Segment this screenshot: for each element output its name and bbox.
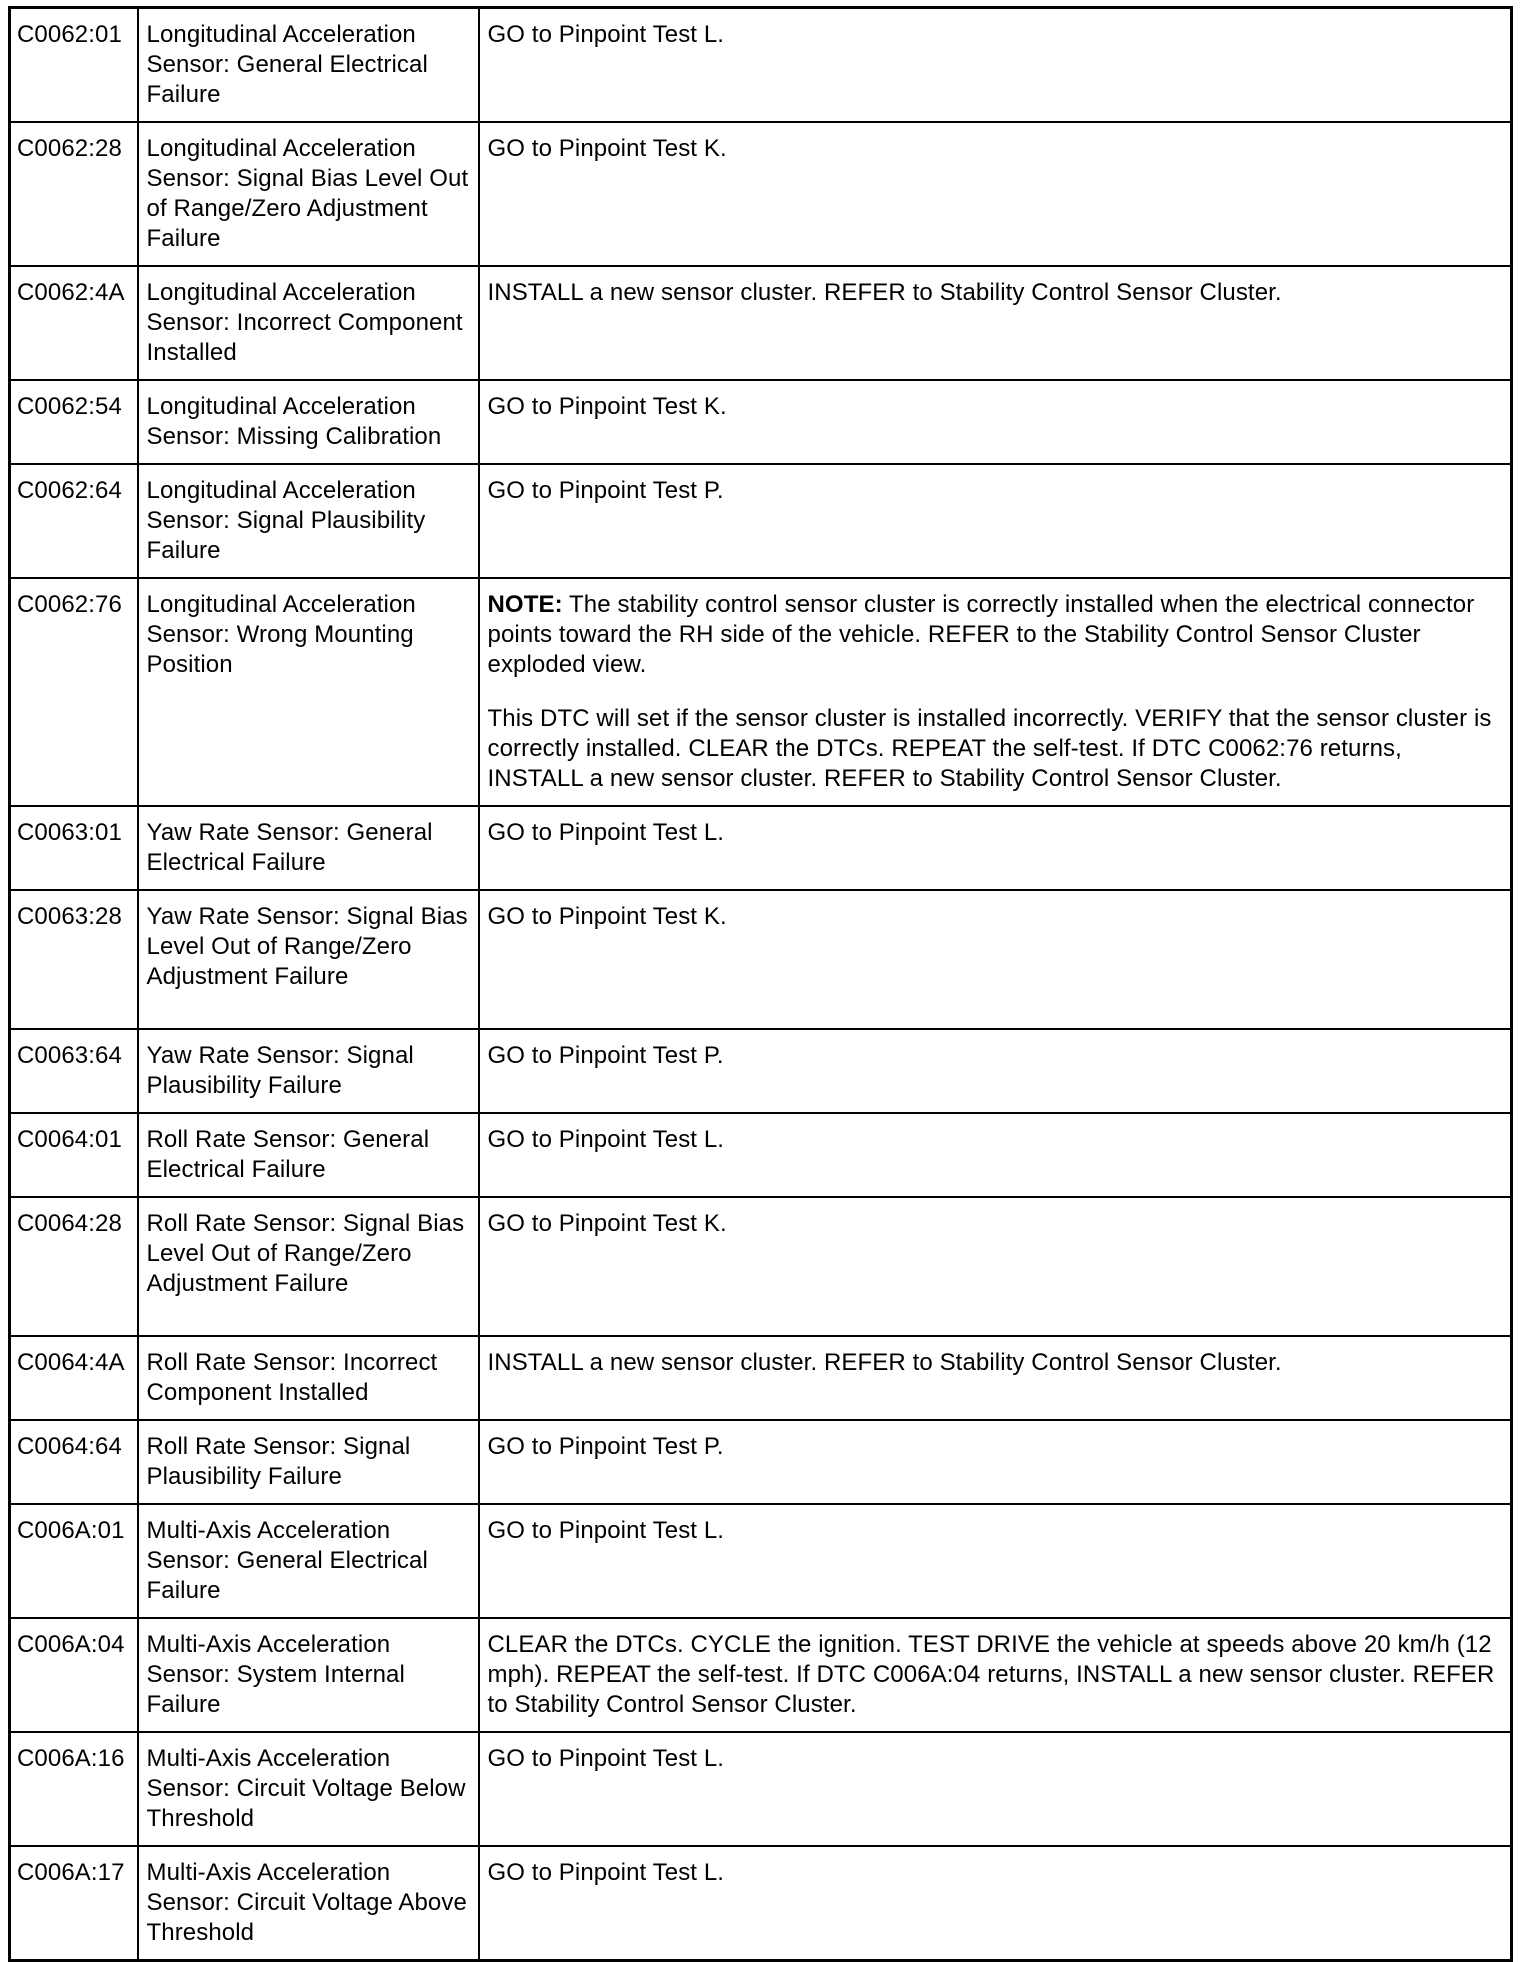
table-row [10, 380, 1512, 464]
dtc-description: Longitudinal Acceleration Sensor: Signal Bias Level Out of Range/Zero Adjustment Failure [138, 122, 479, 266]
dtc-description: Roll Rate Sensor: General Electrical Failure [138, 1113, 479, 1197]
dtc-code: C0064:28 [10, 1197, 138, 1336]
dtc-description: Multi-Axis Acceleration Sensor: General Electrical Failure [138, 1504, 479, 1618]
dtc-action: GO to Pinpoint Test K. [479, 122, 1512, 266]
dtc-description: Yaw Rate Sensor: General Electrical Failure [138, 806, 479, 890]
dtc-action: GO to Pinpoint Test P. [479, 1029, 1512, 1113]
action-paragraph: This DTC will set if the sensor cluster is installed incorrectly. VERIFY that the sensor cluster is correctly installed. CLEAR the DTCs. REPEAT the self-test. If DTC C0062:76 returns, INSTALL a new sensor cluster. REFER to Stability Control Sensor Cluster. [487, 705, 1492, 792]
dtc-action: GO to Pinpoint Test L. [479, 806, 1512, 890]
table-row [10, 1113, 1512, 1197]
dtc-code: C0063:28 [10, 890, 138, 1029]
dtc-action: GO to Pinpoint Test L. [479, 1113, 1512, 1197]
dtc-description: Longitudinal Acceleration Sensor: Incorrect Component Installed [138, 266, 479, 380]
dtc-code: C0062:28 [10, 122, 138, 266]
dtc-code: C006A:01 [10, 1504, 138, 1618]
dtc-code: C0062:76 [10, 578, 138, 806]
dtc-code: C006A:04 [10, 1618, 138, 1732]
note-label: NOTE: [487, 591, 563, 618]
dtc-code: C006A:17 [10, 1846, 138, 1961]
dtc-description: Roll Rate Sensor: Signal Bias Level Out of Range/Zero Adjustment Failure [138, 1197, 479, 1336]
note-paragraph [488, 590, 1503, 680]
dtc-code: C0064:4A [10, 1336, 138, 1420]
table-row [10, 1336, 1512, 1420]
table-row [10, 806, 1512, 890]
dtc-action: GO to Pinpoint Test K. [479, 1197, 1512, 1336]
dtc-code: C0062:64 [10, 464, 138, 578]
dtc-description: Longitudinal Acceleration Sensor: General Electrical Failure [138, 8, 479, 123]
table-row [10, 890, 1512, 1029]
dtc-code: C0063:64 [10, 1029, 138, 1113]
table-row [10, 1029, 1512, 1113]
table-row [10, 1504, 1512, 1618]
table-row [10, 266, 1512, 380]
dtc-code: C0063:01 [10, 806, 138, 890]
table-row [10, 1846, 1512, 1961]
dtc-description: Yaw Rate Sensor: Signal Bias Level Out of Range/Zero Adjustment Failure [138, 890, 479, 1029]
dtc-description: Yaw Rate Sensor: Signal Plausibility Failure [138, 1029, 479, 1113]
note-text: The stability control sensor cluster is correctly installed when the electrical connector points toward the RH side of the vehicle. REFER to the Stability Control Sensor Cluster exploded view. [487, 591, 1475, 678]
dtc-code: C0062:4A [10, 266, 138, 380]
dtc-action: GO to Pinpoint Test L. [479, 8, 1512, 123]
dtc-code: C006A:16 [10, 1732, 138, 1846]
dtc-action: GO to Pinpoint Test K. [479, 890, 1512, 1029]
dtc-description: Roll Rate Sensor: Signal Plausibility Failure [138, 1420, 479, 1504]
dtc-action: GO to Pinpoint Test L. [479, 1732, 1512, 1846]
dtc-description: Multi-Axis Acceleration Sensor: Circuit Voltage Below Threshold [138, 1732, 479, 1846]
dtc-description: Longitudinal Acceleration Sensor: Wrong Mounting Position [138, 578, 479, 806]
dtc-description: Multi-Axis Acceleration Sensor: Circuit Voltage Above Threshold [138, 1846, 479, 1961]
table-row [10, 1197, 1512, 1336]
dtc-action: GO to Pinpoint Test L. [479, 1504, 1512, 1618]
table-row [10, 8, 1512, 123]
dtc-code: C0064:01 [10, 1113, 138, 1197]
dtc-action: GO to Pinpoint Test K. [479, 380, 1512, 464]
dtc-description: Longitudinal Acceleration Sensor: Signal Plausibility Failure [138, 464, 479, 578]
dtc-code: C0062:01 [10, 8, 138, 123]
dtc-action: INSTALL a new sensor cluster. REFER to Stability Control Sensor Cluster. [479, 1336, 1512, 1420]
dtc-description: Multi-Axis Acceleration Sensor: System Internal Failure [138, 1618, 479, 1732]
dtc-action [479, 578, 1512, 806]
dtc-action: CLEAR the DTCs. CYCLE the ignition. TEST DRIVE the vehicle at speeds above 20 km/h (12 mph). REPEAT the self-test. If DTC C006A:04 returns, INSTALL a new sensor cluster. REFER to Stability Control Sensor Cluster. [479, 1618, 1512, 1732]
dtc-action: GO to Pinpoint Test P. [479, 1420, 1512, 1504]
table-row [10, 1732, 1512, 1846]
dtc-code: C0062:54 [10, 380, 138, 464]
dtc-action: GO to Pinpoint Test L. [479, 1846, 1512, 1961]
dtc-code: C0064:64 [10, 1420, 138, 1504]
table-row [10, 1420, 1512, 1504]
table-row [10, 578, 1512, 806]
table-row [10, 122, 1512, 266]
dtc-action: GO to Pinpoint Test P. [479, 464, 1512, 578]
dtc-description: Roll Rate Sensor: Incorrect Component Installed [138, 1336, 479, 1420]
dtc-table [8, 6, 1513, 1962]
dtc-action: INSTALL a new sensor cluster. REFER to Stability Control Sensor Cluster. [479, 266, 1512, 380]
table-row [10, 1618, 1512, 1732]
table-row [10, 464, 1512, 578]
dtc-description: Longitudinal Acceleration Sensor: Missing Calibration [138, 380, 479, 464]
